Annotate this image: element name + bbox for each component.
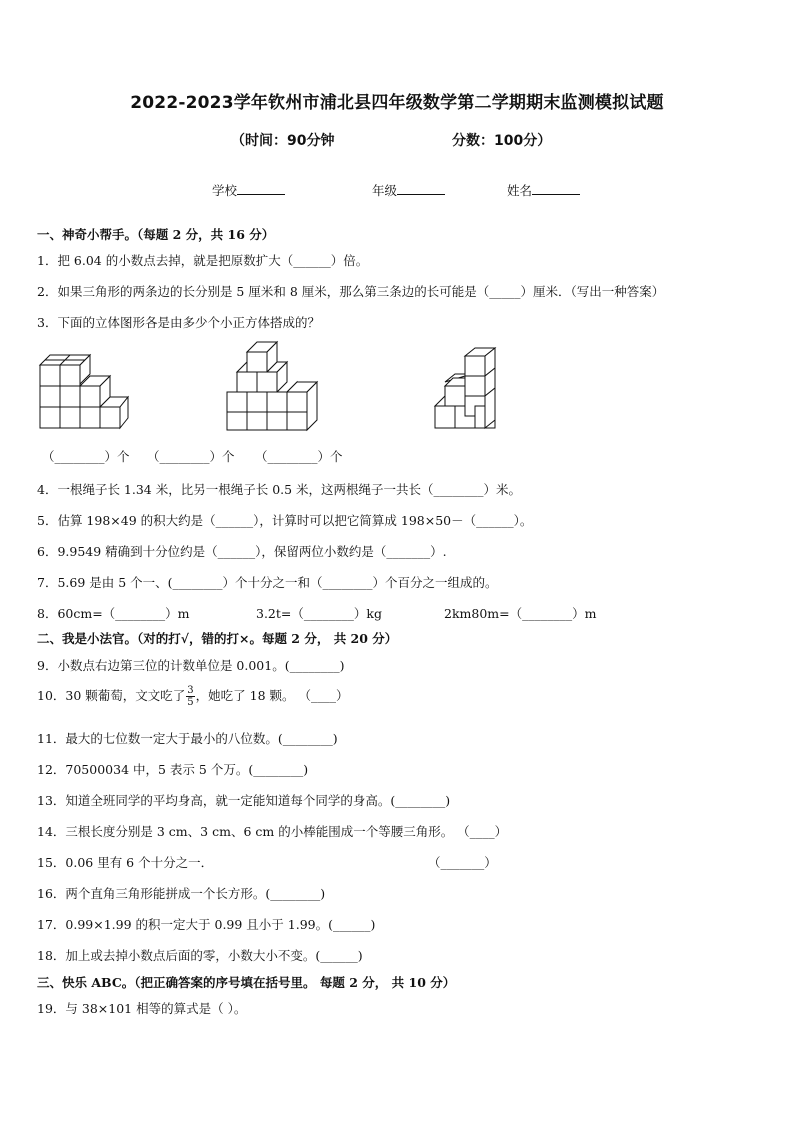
question-4: 4．一根绳子长 1.34 米，比另一根绳子长 0.5 米，这两根绳子一共长（________）米。: [37, 482, 522, 497]
school-field[interactable]: [212, 181, 285, 199]
name-label: 姓名: [507, 183, 533, 198]
question-1: 1．把 6.04 的小数点去掉，就是把原数扩大（______）倍。: [37, 253, 369, 268]
question-17: 17．0.99×1.99 的积一定大于 0.99 且小于 1.99。(______): [37, 917, 376, 932]
question-3: 3．下面的立体图形各是由多少个小正方体搭成的？: [37, 315, 320, 330]
q3-answer-2[interactable]: （________）个: [147, 449, 235, 464]
question-9: 9．小数点右边第三位的计数单位是 0.001。(________): [37, 658, 345, 673]
section-3-heading: 三、快乐 ABC。（把正确答案的序号填在括号里。 每题 2 分， 共 10 分）: [37, 975, 456, 990]
question-15-answer[interactable]: （_______）: [428, 855, 497, 870]
q3-answer-1[interactable]: （________）个: [42, 449, 130, 464]
grade-label: 年级: [372, 183, 398, 198]
question-5: 5．估算 198×49 的积大约是（______），计算时可以把它简算成 198×50－（______）。: [37, 513, 533, 528]
fraction-three-fifths: [186, 685, 194, 708]
question-10-text-post: ，她吃了 18 颗。 （____）: [195, 688, 349, 703]
question-12: 12．70500034 中，5 表示 5 个万。(________): [37, 762, 309, 777]
question-11: 11．最大的七位数一定大于最小的八位数。(________): [37, 731, 338, 746]
question-16: 16．两个直角三角形能拼成一个长方形。(________): [37, 886, 326, 901]
school-blank[interactable]: [237, 181, 285, 195]
fraction-numerator: 3: [187, 685, 194, 696]
question-10-text-pre: 10．30 颗葡萄，文文吃了: [37, 688, 186, 703]
page-title: 2022-2023学年钦州市浦北县四年级数学第二学期期末监测模拟试题: [130, 93, 664, 113]
question-8b: 3.2t=（________）kg: [256, 606, 382, 621]
grade-blank[interactable]: [397, 181, 445, 195]
question-7: 7．5.69 是由 5 个一、(________）个十分之一和（________）个百分之一组成的。: [37, 575, 498, 590]
question-18: 18．加上或去掉小数点后面的零，小数大小不变。(______): [37, 948, 363, 963]
question-8c: 2km80m=（________）m: [444, 606, 597, 621]
question-6: 6．9.9549 精确到十分位约是（______），保留两位小数约是（_______）.: [37, 544, 447, 559]
name-blank[interactable]: [532, 181, 580, 195]
q3-answer-3[interactable]: （________）个: [255, 449, 343, 464]
cube-figure-1: [38, 345, 130, 431]
school-label: 学校: [212, 183, 238, 198]
question-8a: 8．60cm=（________）m: [37, 606, 190, 621]
grade-field[interactable]: [372, 181, 445, 199]
cube-figure-3: [433, 346, 503, 432]
exam-score: 分数：100分）: [452, 133, 552, 149]
name-field[interactable]: [507, 181, 580, 199]
question-14: 14．三根长度分别是 3 cm、3 cm、6 cm 的小棒能围成一个等腰三角形。 （____）: [37, 824, 508, 839]
section-1-heading: 一、神奇小帮手。（每题 2 分，共 16 分）: [37, 227, 275, 242]
question-15: 15．0.06 里有 6 个十分之一．: [37, 855, 214, 870]
question-13: 13．知道全班同学的平均身高，就一定能知道每个同学的身高。(________): [37, 793, 451, 808]
question-19: 19．与 38×101 相等的算式是（ ）。: [37, 1001, 247, 1016]
section-2-heading: 二、我是小法官。（对的打√，错的打×。每题 2 分， 共 20 分）: [37, 631, 398, 646]
question-10: [37, 685, 349, 708]
fraction-denominator: 5: [187, 697, 194, 708]
exam-time: （时间：90分钟: [231, 133, 335, 149]
cube-figure-2: [225, 340, 327, 432]
question-2: 2．如果三角形的两条边的长分别是 5 厘米和 8 厘米，那么第三条边的长可能是（_____）厘米．（写出一种答案）: [37, 284, 665, 299]
